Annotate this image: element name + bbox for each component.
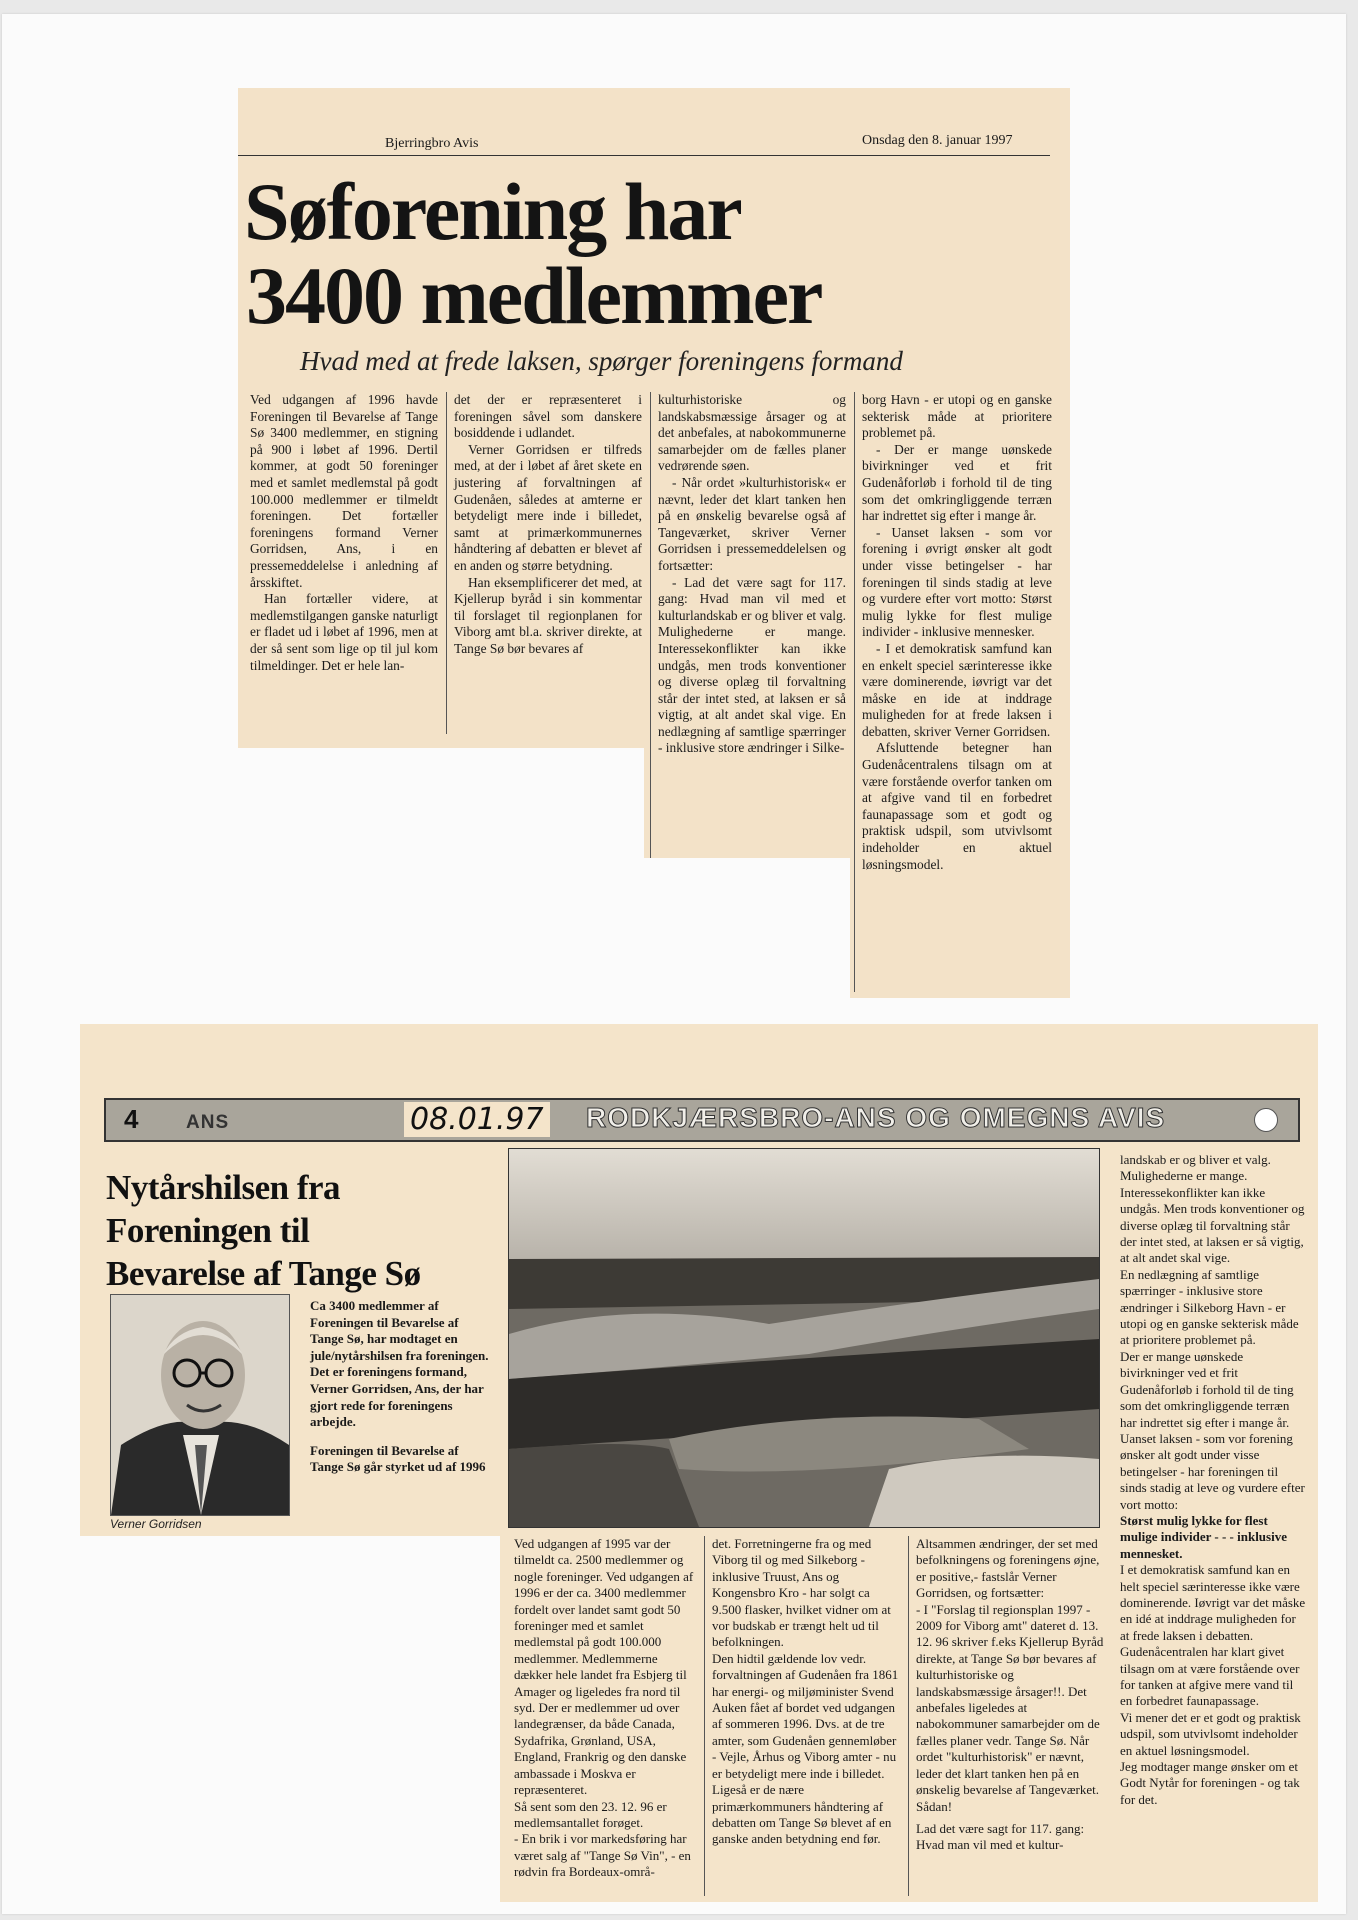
paragraph: Så sent som den 23. 12. 96 er medlemsantallet forøget. (514, 1798, 667, 1830)
issue-date: Onsdag den 8. januar 1997 (862, 133, 1013, 148)
paragraph: landskab er og bliver et valg. Mulighederne er mange. Interessekonflikter kan ikke undgås. Men trods konventioner og diverse oplæg til forvaltning står der intet sted, at laksen er så vigtig, at alt andet skal vige. (1120, 1152, 1305, 1266)
intro-text (310, 1298, 494, 1476)
paragraph: - Når ordet »kulturhistorisk« er nævnt, leder det klart tanken hen på en ønskelig bevarelse også af Tangeværket, skriver Verner Gorridsen i pressemeddelelsen og fortsætter: (658, 474, 846, 573)
column-rule (854, 392, 855, 992)
column-rule (650, 392, 651, 858)
portrait-figure (111, 1295, 289, 1515)
banner-end-circle (1254, 1108, 1278, 1132)
paragraph: - Uanset laksen - som vor forening i øvrigt ønsker alt godt under visse betingelser - har foreningen til sinds stadig at leve og vurdere efter vort motto: Størst mulig lykke for flest mulige individer - inklusive mennesker. (862, 524, 1052, 640)
column-rule (446, 392, 447, 734)
lake-landscape-image (509, 1149, 1099, 1527)
headline-line: Bevarelse af Tange Sø (106, 1254, 421, 1293)
paragraph: Ved udgangen af 1996 havde Foreningen til Bevarelse af Tange Sø 3400 medlemmer, en stigning på 900 i løbet af 1996. Dertil kommer, at godt 50 foreninger med et samlet medlemstal på godt 100.000 medlemmer er tilmeldt foreningen. Det fortæller foreningens formand Verner Gorridsen, Ans, i en pressemeddelelse i anledning af årsskiftet. (250, 392, 438, 590)
paragraph: Det er foreningens formand, Verner Gorridsen, Ans, der har gjort rede for foreningens arbejde. (310, 1364, 484, 1430)
article-column-4 (862, 392, 1052, 873)
section-label: ANS (186, 1112, 230, 1133)
handwritten-date: 08.01.97 (404, 1102, 550, 1137)
paragraph: Lad det være sagt for 117. gang: Hvad man vil med et kultur- (916, 1820, 1085, 1853)
banner-paper-name: RODKJÆRSBRO-ANS OG OMEGNS AVIS (586, 1102, 1166, 1133)
bottom-column-3 (916, 1536, 1106, 1854)
paragraph: Uanset laksen - som vor forening ønsker alt godt under visse betingelser - har foreningen til sinds stadig at leve og vurdere efter vort motto: (1120, 1430, 1305, 1512)
paragraph: det. Forretningerne fra og med Viborg til og med Silkeborg - inklusive Truust, Ans og Kongensbro Kro - har solgt ca 9.500 flasker, hvilket vidner om at vor budskab er trængt helt ud til befolkningen. (712, 1536, 891, 1650)
paragraph: Der er mange uønskede bivirkninger ved et frit Gudenåforløb i forhold til de ting som det omkringliggende terræn har indrettet sig efter i mange år. (1120, 1348, 1294, 1430)
paragraph: Ca 3400 medlemmer af Foreningen til Bevarelse af Tange Sø, har modtaget en jule/nytårshilsen fra foreningen. (310, 1298, 489, 1363)
paragraph: borg Havn - er utopi og en ganske sekterisk måde at prioritere problemet på. (862, 392, 1052, 441)
article-headline (106, 1166, 421, 1295)
article-column-2 (454, 392, 642, 658)
paragraph: det der er repræsenteret i foreningen såvel som danskere bosiddende i udlandet. (454, 392, 642, 441)
headline-line: Nytårshilsen fra (106, 1168, 341, 1207)
paragraph: Ligeså er de nære primærkommuners håndtering af debatten om Tange Sø blevet af en ganske anden betydning end før. (712, 1782, 892, 1847)
paragraph: - I "Forslag til regionsplan 1997 - 2009 for Viborg amt" dateret d. 13. 12. 96 skriver f.eks Kjellerup Byråd direkte, at Tange Sø bør bevares af kulturhistoriske og landskabsmæssige årsager!!. Det anbefales ligeledes at nabokommuner samarbejder om de fælles planer vedr. Tange Sø. Når ordet "kulturhistorisk" er nævnt, leder det klart tanken hen på en ønskelig bevarelse af Tangeværket. Sådan! (916, 1601, 1104, 1814)
paragraph: Jeg modtager mange ønsker om et Godt Nytår for foreningen - og tak for det. (1120, 1759, 1300, 1807)
bottom-column-1 (514, 1536, 696, 1881)
paragraph: Verner Gorridsen er tilfreds med, at der i løbet af året skete en justering af forvaltningen af Gudenåen, således at amterne er betydeligt mere inde i billedet, samt at primærkommunernes håndtering af debatten er blevet af en anden og større betydning. (454, 441, 642, 573)
headline-line: Foreningen til (106, 1211, 310, 1250)
landscape-photo (508, 1148, 1100, 1528)
paragraph: kulturhistoriske og landskabsmæssige årsager og at det anbefales, at nabokommunerne samarbejder om de fælles planer vedrørende søen. (658, 392, 846, 474)
motto: Størst mulig lykke for flest mulige individer - - - inklusive mennesket. (1120, 1512, 1287, 1561)
paper-name: Bjerringbro Avis (385, 136, 479, 151)
header-rule (238, 155, 1050, 156)
right-column (1120, 1152, 1308, 1808)
page-number: 4 (124, 1104, 139, 1134)
paragraph: Ved udgangen af 1995 var der tilmeldt ca. 2500 medlemmer og nogle foreninger. Ved udgangen af 1996 er der ca. 3400 medlemmer fordelt over landet samt godt 50 foreninger med et samlet medlemstal på godt 100.000 medlemmer. Medlemmerne dækker hele landet fra Esbjerg til Amager og ligeledes fra nord til syd. Der er medlemmer ud over landegrænser, da både Canada, Sydafrika, Grønland, USA, England, Frankrig og den danske ambassade i Moskva er repræsenteret. (514, 1536, 694, 1798)
paragraph: Afsluttende betegner han Gudenåcentralens tilsagn om at være forstående overfor tanken om at afgive vand til en forbedret faunapassage som et godt og praktisk udspil, som utvivlsomt indeholder en aktuel løsningsmodel. (862, 740, 1052, 872)
article-column-1 (250, 392, 438, 674)
paragraph: - Der er mange uønskede bivirkninger ved et frit Gudenåforløb i forhold til de ting som det omkringliggende terræn har indrettet sig efter i mange år. (862, 441, 1052, 524)
paragraph: En nedlægning af samtlige spærringer - inklusive store ændringer i Silkeborg Havn - er utopi og en ganske sekterisk måde at prioritere problemet på. (1120, 1266, 1299, 1348)
paragraph: Gudenåcentralen har klart givet tilsagn om at være forstående over for tanken at afgive mere vand til en forbedret faunapassage. (1120, 1644, 1300, 1709)
paragraph: Altsammen ændringer, der set med befolkningens og foreningens øjne, er positive,- fastslår Verner Gorridsen, og fortsætter: (916, 1536, 1100, 1601)
paragraph: Han eksemplificerer det med, at Kjellerup byråd i sin kommentar til forslaget til regionplanen for Viborg amt bl.a. skriver direkte, at Tange Sø bør bevares af (454, 574, 642, 656)
column-rule (908, 1536, 909, 1896)
photo-caption: Verner Gorridsen (110, 1517, 202, 1531)
paragraph: - I et demokratisk samfund kan en enkelt speciel særinteresse ikke være dominerende, iøvrigt var det måske en ide at inddrage muligheden for at frede laksen i debatten, skriver Verner Gorridsen. (862, 640, 1052, 739)
paragraph: I et demokratisk samfund kan en helt speciel særinteresse ikke være dominerende. Iøvrigt var det måske en idé at inddrage muligheden for at frede laksen i debatten. (1120, 1562, 1306, 1643)
paragraph: - Lad det være sagt for 117. gang: Hvad man vil med et kulturlandskab er og bliver et valg. Mulighederne er mange. Interessekonflikter kan ikke undgås, men trods konventioner og diverse oplæg til forvaltning står der intet sted, at laksen er så vigtig, at alt andet skal vige. En nedlægning af samtlige spærringer - inklusive store ændringer i Silke- (658, 574, 846, 756)
headline-line-2: 3400 medlemmer (246, 250, 822, 341)
paragraph: Vi mener det er et godt og praktisk udspil, som utvivlsomt indeholder en aktuel løsningsmodel. (1120, 1709, 1301, 1758)
paragraph: Foreningen til Bevarelse af Tange Sø går styrket ud af 1996 (310, 1442, 486, 1475)
paragraph: Den hidtil gældende lov vedr. forvaltningen af Gudenåen fra 1861 har energi- og miljøminister Svend Auken fået af bordet ved udgangen af sommeren 1996. Dvs. at de tre amter, som Gudenåen gennemløber - Vejle, Århus og Viborg amter - nu er betydeligt mere inde i billedet. (712, 1650, 899, 1781)
headline-line-1: Søforening har (244, 166, 741, 257)
subheadline: Hvad med at frede laksen, spørger foreningens formand (300, 346, 903, 376)
bottom-column-2 (712, 1536, 900, 1848)
article-column-3 (658, 392, 846, 757)
portrait-photo (110, 1294, 290, 1516)
paragraph: Han fortæller videre, at medlemstilgangen ganske naturligt er fladet ud i løbet af 1996, men at der så sent som lige op til jul kom tilmeldinger. Det er hele lan- (250, 591, 438, 673)
column-rule (704, 1536, 705, 1896)
paragraph: - En brik i vor markedsføring har været salg af "Tange Sø Vin", - en rødvin fra Bordeaux-områ- (514, 1831, 691, 1880)
